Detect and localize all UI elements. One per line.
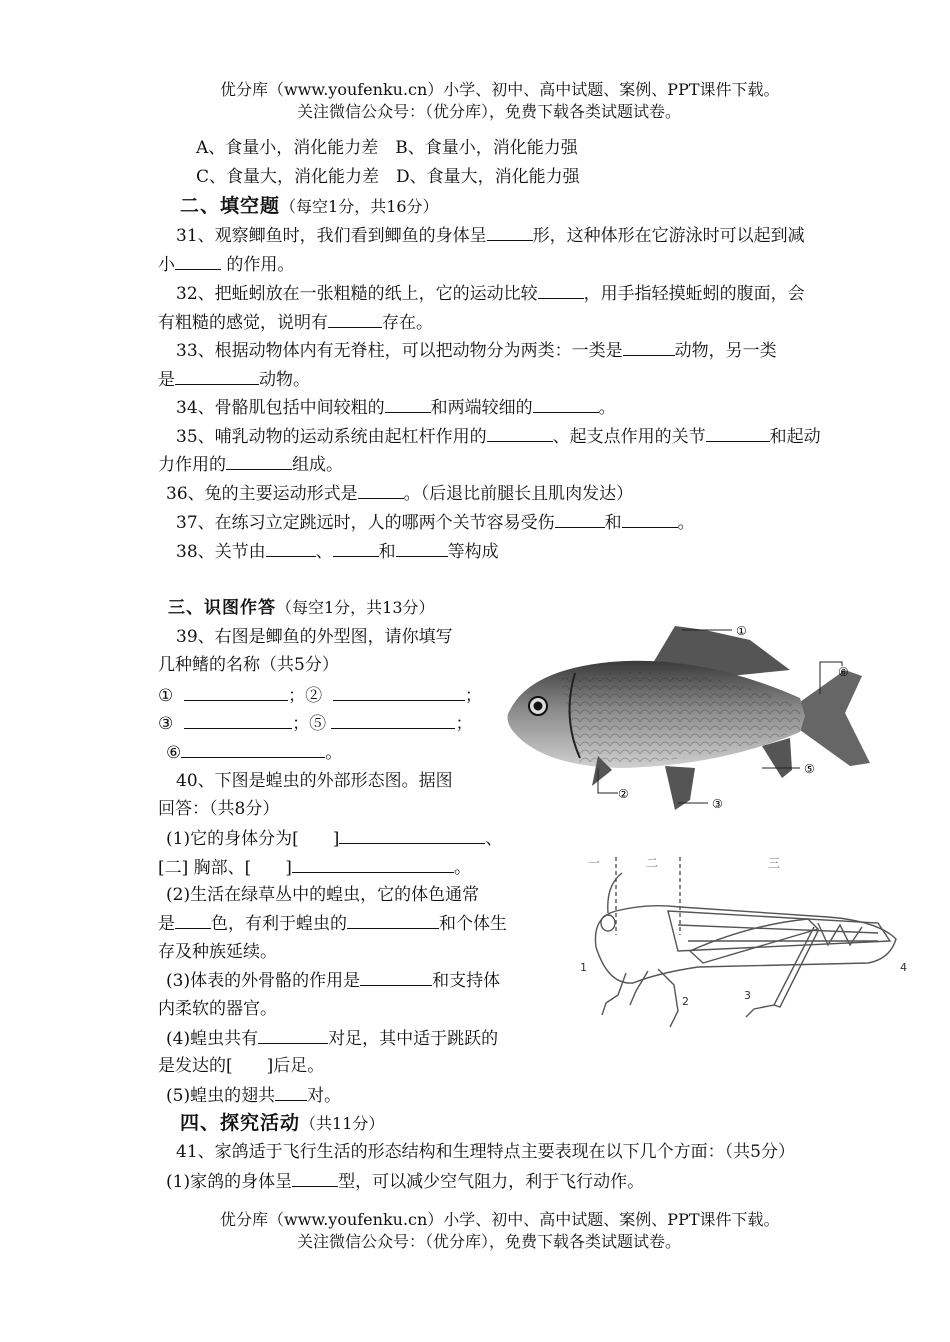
- q38-text-c: 和: [378, 542, 396, 562]
- question-35-line-1: [176, 425, 821, 448]
- question-39-line-1: 39、右图是鲫鱼的外型图，请你填写: [176, 627, 453, 647]
- fish-label-5: ⑤: [804, 762, 815, 776]
- semicolon: ；: [455, 714, 473, 734]
- q40-s5-text-b: 对。: [307, 1086, 342, 1106]
- wing: [668, 911, 890, 951]
- q37-text-c: 。: [677, 513, 695, 533]
- fin-marker-2: ②: [305, 686, 323, 706]
- footer-line-2: 关注微信公众号：（优分库），免费下载各类试题试卷。: [297, 1232, 682, 1251]
- q36-text-a: 36、兔的主要运动形式是: [166, 484, 358, 504]
- q31-blank-2[interactable]: [175, 253, 221, 270]
- section-4-heading: [180, 1112, 384, 1135]
- question-40-line-1: 40、下图是蝗虫的外部形态图。据图: [176, 771, 453, 791]
- q37-blank-2[interactable]: [622, 511, 678, 528]
- q32-blank-2[interactable]: [328, 311, 382, 328]
- section-3-points: （每空1分，共13分）: [276, 598, 435, 617]
- q40-sub-5: [166, 1084, 341, 1107]
- q40-s2-blank-1[interactable]: [175, 912, 211, 929]
- crucian-carp-figure: [500, 618, 880, 814]
- q41-s1-text-a: (1)家鸽的身体呈: [166, 1172, 293, 1192]
- q33-text-d: 动物。: [259, 370, 310, 390]
- region-label-2: 二: [646, 856, 659, 870]
- q35-text-a: 35、哺乳动物的运动系统由起杠杆作用的: [176, 427, 487, 447]
- q41-sub-1: [166, 1170, 644, 1193]
- q40-s1-text-d: 。: [453, 858, 471, 878]
- q41-s1-text-b: 型，可以减少空气阻力，利于飞行动作。: [338, 1172, 645, 1192]
- q40-s2-text-d: 和个体生: [439, 914, 507, 934]
- q35-blank-2[interactable]: [706, 425, 770, 442]
- q32-text-d: 存在。: [382, 313, 433, 333]
- front-leg: [602, 973, 626, 1015]
- fin-marker-5: ⑤: [309, 714, 327, 734]
- q33-blank-2[interactable]: [175, 368, 259, 385]
- middle-leg: [658, 969, 678, 1027]
- q35-text-c: 和起动: [769, 427, 821, 447]
- q40-sub-2-line-2: [158, 912, 507, 935]
- q38-blank-3[interactable]: [396, 540, 448, 557]
- q34-blank-2[interactable]: [533, 396, 599, 413]
- q35-blank-3[interactable]: [226, 453, 292, 470]
- question-32-line-1: [176, 282, 805, 305]
- part-label-1: 1: [580, 961, 587, 974]
- fin-blank-5[interactable]: [331, 712, 455, 729]
- q31-blank-1[interactable]: [487, 224, 533, 241]
- hind-tarsus: [746, 1005, 774, 1017]
- q40-s1-blank-2[interactable]: [292, 856, 454, 873]
- q38-text-b: 、: [315, 542, 333, 562]
- section-2-title: 二、填空题: [180, 195, 281, 217]
- q31-text-a: 31、观察鲫鱼时，我们看到鲫鱼的身体呈: [176, 226, 487, 246]
- q40-s2-text-b: 是: [158, 914, 175, 934]
- q33-text-b: 动物，另一类: [674, 341, 777, 361]
- q37-text-b: 和: [604, 513, 622, 533]
- fin-marker-6: ⑥: [166, 743, 182, 763]
- q41-s1-blank[interactable]: [292, 1170, 338, 1187]
- question-40-line-2: 回答：（共8分）: [158, 799, 280, 819]
- semicolon: ；: [464, 686, 482, 706]
- question-33-line-1: [176, 339, 777, 362]
- fin-answer-row-1: [158, 684, 482, 707]
- semicolon: ；: [288, 686, 306, 706]
- question-37: [176, 511, 695, 534]
- q40-sub-2-line-1: (2)生活在绿草丛中的蝗虫，它的体色通常: [166, 885, 480, 905]
- q36-blank[interactable]: [358, 482, 404, 499]
- section-4-title: 四、探究活动: [180, 1112, 301, 1134]
- fish-pupil: [534, 702, 543, 711]
- q35-text-d: 力作用的: [158, 455, 226, 475]
- footer-line-1: 优分库（www.youfenku.cn）小学、初中、高中试题、案例、PPT课件下载。: [220, 1210, 780, 1229]
- q40-s1-text-c: [二] 胸部、[ ]: [158, 858, 292, 878]
- q34-text-a: 34、骨骼肌包括中间较粗的: [176, 398, 385, 418]
- q38-text-d: 等构成: [447, 542, 499, 562]
- q40-sub-4-line-1: [166, 1027, 498, 1050]
- region-label-3: 三: [768, 856, 781, 870]
- q38-blank-2[interactable]: [333, 540, 379, 557]
- fish-label-6: ⑥: [838, 665, 849, 679]
- q38-text-a: 38、关节由: [176, 542, 266, 562]
- q32-text-b: ，用手指轻摸蚯蚓的腹面，会: [583, 284, 805, 304]
- q35-blank-1[interactable]: [487, 425, 553, 442]
- question-33-line-2: [158, 368, 310, 391]
- q40-sub-1-line-1: [166, 827, 502, 850]
- q34-text-b: 和两端较细的: [430, 398, 533, 418]
- q40-s4-blank[interactable]: [258, 1027, 328, 1044]
- grasshopper-figure: [578, 855, 913, 1035]
- q40-s3-text-a: (3)体表的外骨骼的作用是: [166, 971, 361, 991]
- fin-marker-1: ①: [158, 686, 174, 706]
- q40-sub-3-line-2: 内柔软的器官。: [158, 999, 277, 1019]
- q35-text-b: 、起支点作用的关节: [552, 427, 706, 447]
- question-38: [176, 540, 499, 563]
- q36-text-b: 。（后退比前腿长且肌肉发达）: [403, 484, 634, 504]
- q40-s4-text-a: (4)蝗虫共有: [166, 1029, 259, 1049]
- header-line-1: 优分库（www.youfenku.cn）小学、初中、高中试题、案例、PPT课件下载。: [220, 80, 780, 99]
- question-32-line-2: [158, 311, 433, 334]
- fin-blank-3[interactable]: [184, 712, 292, 729]
- hind-tibia: [774, 927, 818, 1007]
- section-3-heading: [168, 597, 435, 619]
- q40-s3-blank[interactable]: [360, 969, 432, 986]
- q32-blank-1[interactable]: [538, 282, 584, 299]
- wing-veins: [678, 925, 878, 941]
- header-line-2: 关注微信公众号：（优分库），免费下载各类试题试卷。: [297, 102, 682, 121]
- region-label-1: 一: [588, 856, 601, 870]
- question-34: [176, 396, 616, 419]
- q40-s5-blank[interactable]: [275, 1084, 307, 1101]
- choice-row-2: C、食量大，消化能力差 D、食量大，消化能力强: [196, 167, 580, 187]
- q40-sub-2-line-3: 存及种族延续。: [158, 942, 277, 962]
- q31-text-d: 的作用。: [221, 255, 295, 275]
- compound-eye: [601, 915, 615, 931]
- fish-label-1: ①: [736, 624, 747, 638]
- q40-s1-text-a: (1)它的身体分为[ ]: [166, 829, 340, 849]
- q32-text-c: 有粗糙的感觉，说明有: [158, 313, 328, 333]
- choice-row-1: A、食量小，消化能力差 B、食量小，消化能力强: [196, 138, 578, 158]
- q40-s1-text-b: 、: [485, 829, 503, 849]
- section-2-heading: [180, 195, 439, 218]
- q40-sub-4-line-2: 是发达的[ ]后足。: [158, 1056, 325, 1076]
- wing-pattern: [818, 923, 862, 945]
- q35-text-e: 组成。: [292, 455, 343, 475]
- fin-blank-1[interactable]: [184, 684, 288, 701]
- q40-s5-text-a: (5)蝗虫的翅共: [166, 1086, 276, 1106]
- q34-text-c: 。: [598, 398, 616, 418]
- front-leg-2: [630, 971, 648, 1005]
- fish-label-2: ②: [618, 787, 629, 801]
- period: 。: [325, 743, 343, 763]
- fish-label-3: ③: [712, 797, 723, 811]
- q37-blank-1[interactable]: [555, 511, 605, 528]
- q40-sub-3-line-1: [166, 969, 500, 992]
- question-41: 41、家鸽适于飞行生活的形态结构和生理特点主要表现在以下几个方面：（共5分）: [176, 1142, 795, 1162]
- q40-sub-1-line-2: [158, 856, 471, 879]
- q40-s1-blank-1[interactable]: [339, 827, 485, 844]
- fin-marker-3: ③: [158, 714, 174, 734]
- q40-s2-blank-2[interactable]: [347, 912, 439, 929]
- question-31-line-1: [176, 224, 805, 247]
- q33-blank-1[interactable]: [623, 339, 675, 356]
- part-label-3: 3: [744, 989, 751, 1002]
- section-3-title: 三、识图作答: [168, 598, 276, 618]
- fin-answer-row-3: [166, 741, 342, 764]
- fin-answer-row-2: [158, 712, 472, 735]
- q31-text-b: 形，这种体形在它游泳时可以起到减: [532, 226, 805, 246]
- part-label-2: 2: [682, 995, 689, 1008]
- semicolon: ；: [292, 714, 310, 734]
- q31-text-c: 小: [158, 255, 175, 275]
- section-4-points: （共11分）: [300, 1114, 385, 1133]
- question-31-line-2: [158, 253, 294, 276]
- q40-s3-text-b: 和支持体: [432, 971, 501, 991]
- caudal-fin: [800, 670, 870, 766]
- q33-text-c: 是: [158, 370, 175, 390]
- fin-blank-6[interactable]: [181, 741, 325, 758]
- fin-blank-2[interactable]: [333, 684, 465, 701]
- q40-s2-text-c: 色，有利于蝗虫的: [211, 914, 347, 934]
- question-39-line-2: 几种鳍的名称（共5分）: [158, 655, 339, 675]
- question-35-line-2: [158, 453, 343, 476]
- antenna: [608, 873, 622, 913]
- q33-text-a: 33、根据动物体内有无脊柱，可以把动物分为两类：一类是: [176, 341, 623, 361]
- question-36: [166, 482, 633, 505]
- part-label-4: 4: [900, 961, 907, 974]
- q37-text-a: 37、在练习立定跳远时，人的哪两个关节容易受伤: [176, 513, 555, 533]
- q40-s4-text-b: 对足，其中适于跳跃的: [328, 1029, 499, 1049]
- q32-text-a: 32、把蚯蚓放在一张粗糙的纸上，它的运动比较: [176, 284, 538, 304]
- section-2-points: （每空1分，共16分）: [280, 197, 439, 216]
- q34-blank-1[interactable]: [385, 396, 431, 413]
- q38-blank-1[interactable]: [266, 540, 316, 557]
